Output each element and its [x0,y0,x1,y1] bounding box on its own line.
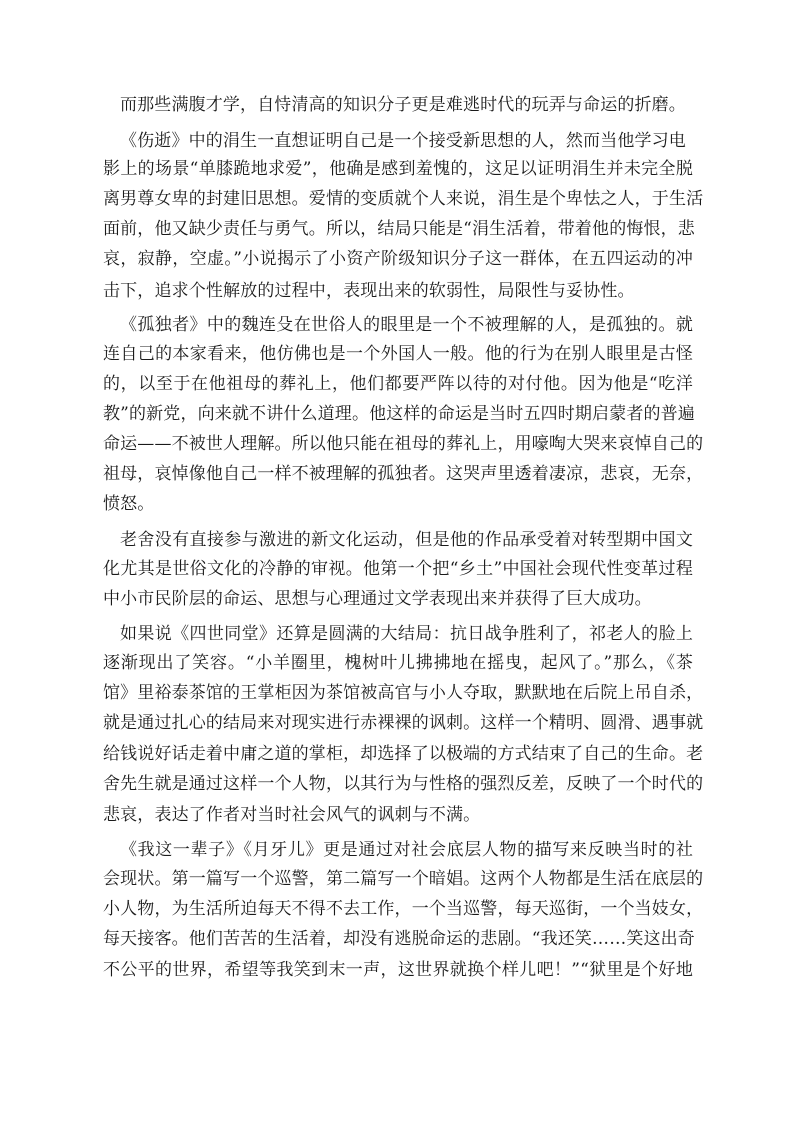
paragraph-6-line-4: 每天接客。他们苦苦的生活着，却没有逃脱命运的悲剧。“我还笑……笑这出奇 [103,929,695,949]
paragraph-3-line-4: 教”的新党，向来就不讲什么道理。他这样的命运是当时五四时期启蒙者的普遍 [103,404,695,424]
paragraph-5-line-6: 舍先生就是通过这样一个人物，以其行为与性格的强烈反差，反映了一个时代的 [103,774,704,794]
paragraph-3-line-3: 的，以至于在他祖母的葬礼上，他们都要严阵以待的对付他。因为他是“吃洋 [103,374,693,394]
paragraph-5-line-7: 悲哀，表达了作者对当时社会风气的讽刺与不满。 [103,805,481,825]
paragraph-2-line-3: 离男尊女卑的封建旧思想。爱情的变质就个人来说，涓生是个卑怯之人，于生活 [103,189,704,209]
paragraph-6-line-5: 不公平的世界，希望等我笑到末一声，这世界就换个样儿吧！”“狱里是个好地 [103,960,693,980]
paragraph-6-line-3: 小人物，为生活所迫每天不得不去工作，一个当巡警，每天巡街，一个当妓女， [103,899,704,919]
paragraph-3-line-2: 连自己的本家看来，他仿佛也是一个外国人一般。他的行为在别人眼里是古怪 [103,344,693,364]
paragraph-5-line-5: 给钱说好话走着中庸之道的掌柜，却选择了以极端的方式结束了自己的生命。老 [103,744,704,764]
paragraph-2-line-2: 影上的场景“单膝跪地求爱”，他确是感到羞愧的，这足以证明涓生并未完全脱 [103,159,693,179]
paragraph-3-line-6: 祖母，哀悼像他自己一样不被理解的孤独者。这哭声里透着凄凉，悲哀，无奈， [103,464,704,484]
paragraph-5-line-3: 馆》里裕泰茶馆的王掌柜因为茶馆被高官与小人夺取，默默地在后院上吊自杀， [103,683,704,703]
paragraph-2-line-6: 击下，追求个性解放的过程中，表现出来的软弱性，局限性与妥协性。 [103,281,635,301]
paragraph-2-line-4: 面前，他又缺少责任与勇气。所以，结局只能是“涓生活着，带着他的悔恨，悲 [103,219,695,239]
paragraph-3-line-5: 命运——不被世人理解。所以他只能在祖母的葬礼上，用嚎啕大哭来哀悼自己的 [103,434,704,454]
paragraph-3-line-7: 愤怒。 [103,494,155,514]
paragraph-5-line-2: 逐渐现出了笑容。“小羊圈里，槐树叶儿拂拂地在摇曳，起风了。”那么，《茶 [103,653,693,673]
paragraph-3-line-1: 《孤独者》中的魏连殳在世俗人的眼里是一个不被理解的人，是孤独的。就 [120,315,693,335]
paragraph-6-line-2: 会现状。第一篇写一个巡警，第二篇写一个暗娼。这两个人物都是生活在底层的 [103,869,704,889]
paragraph-4-line-2: 化尤其是世俗文化的冷静的审视。他第一个把“乡土”中国社会现代性变革过程 [103,559,693,579]
paragraph-2-line-5: 哀，寂静，空虚。”小说揭示了小资产阶级知识分子这一群体，在五四运动的冲 [103,249,693,269]
paragraph-5-line-1: 如果说《四世同堂》还算是圆满的大结局：抗日战争胜利了，祁老人的脸上 [120,624,693,644]
paragraph-2-line-1: 《伤逝》中的涓生一直想证明自己是一个接受新思想的人，然而当他学习电 [120,131,686,151]
paragraph-4-line-1: 老舍没有直接参与激进的新文化运动，但是他的作品承受着对转型期中国文 [120,530,693,550]
paragraph-5-line-4: 就是通过扎心的结局来对现实进行赤裸裸的讽刺。这样一个精明、圆滑、遇事就 [103,713,704,733]
paragraph-1-line-1: 而那些满腹才学，自恃清高的知识分子更是难逃时代的玩弄与命运的折磨。 [120,95,686,115]
paragraph-6-line-1: 《我这一辈子》《月牙儿》更是通过对社会底层人物的描写来反映当时的社 [120,840,693,860]
paragraph-4-line-3: 中小市民阶层的命运、思想与心理通过文学表现出来并获得了巨大成功。 [103,589,652,609]
